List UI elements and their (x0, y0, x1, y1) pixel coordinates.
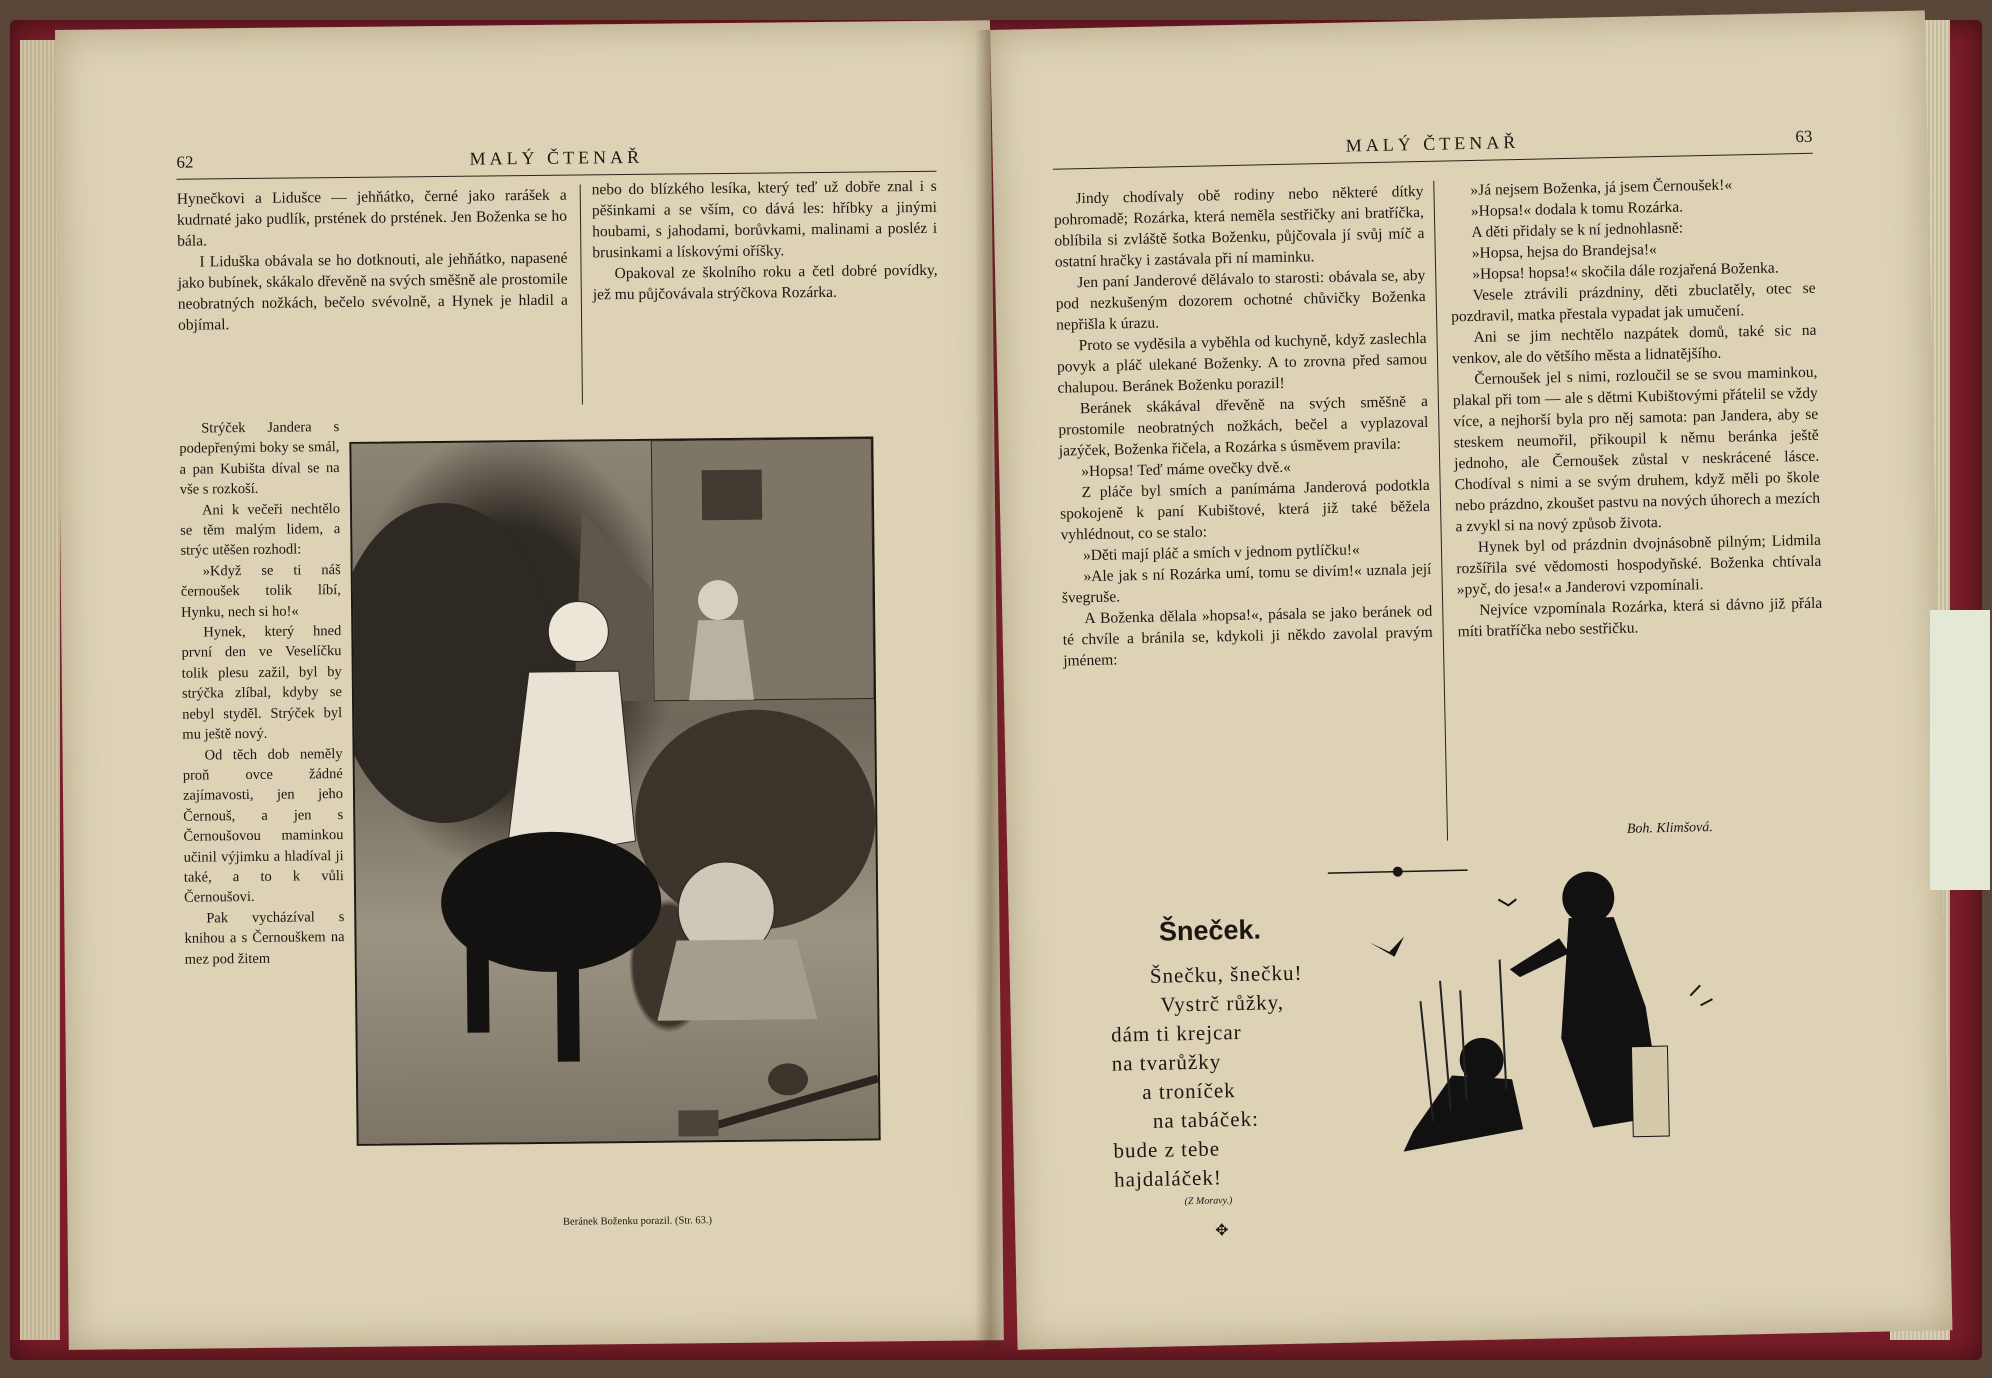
paragraph: »Děti mají pláč a smích v jednom pytlíčku!« (1082, 541, 1360, 565)
page-edges-left (20, 40, 60, 1340)
author-signature: Boh. Klimšová. (1626, 820, 1713, 837)
right-page-header (1052, 113, 1813, 170)
poem-title: Šneček. (1158, 914, 1262, 947)
left-col-b (592, 176, 938, 306)
column-rule (1433, 181, 1448, 841)
paragraph: »Ale jak s ní Rozárka umí, tomu se divím!« uznala její švegruše. (1061, 560, 1432, 607)
poem-body (1100, 959, 1307, 1195)
poem-source: (Z Moravy.) (1184, 1195, 1233, 1208)
right-col-a (1053, 181, 1433, 672)
left-running-title: MALÝ ČTENAŘ (469, 146, 644, 169)
poem-line: na tvarůžky (1111, 1049, 1222, 1076)
silhouette-illustration (1358, 854, 1765, 1222)
paragraph: Jen paní Janderové dělávalo to starosti: obávala se, aby pod nezkušeným dozorem ochotné chůvičky Boženka nepřišla k úrazu. (1055, 266, 1426, 334)
paragraph: »Když se ti náš černoušek tolik líbí, Hynku, nech si ho!« (180, 561, 341, 621)
right-page (990, 10, 1952, 1349)
paragraph: I Liduška obávala se ho dotknouti, ale jehňátko, napasené jako bubínek, skákalo dřevěně na svých směšně ale prostomile neobratných nožkách, bečelo svévolně, a Hynek je hladil a objímal. (177, 249, 568, 334)
paragraph: Proto se vyděsila a vyběhla od kuchyně, když zaslechla povyk a pláč ulekané Boženky. A to zrovna před samou chalupou. Beránek Boženku porazil! (1056, 329, 1428, 397)
paragraph: Vesele ztrávili prázdniny, děti zbuclatěly, otec se pozdravil, matka přestala vypadat jak umučení. (1450, 279, 1816, 326)
paragraph: Ani se jim nechtělo nazpátek domů, také sic na venkov, ale do většího města a lidnatějšího. (1451, 321, 1817, 368)
left-col-a-top (177, 185, 569, 336)
left-page-header (176, 131, 936, 180)
paragraph: »Já nejsem Boženka, já jsem Černoušek!« (1470, 176, 1733, 199)
paragraph: Opakoval ze školního roku a četl dobré povídky, jež mu půjčovávala strýčkova Rozárka. (592, 261, 938, 304)
illustration-lamb-knocks-girl (349, 436, 880, 1145)
poem-line: a troníček (1142, 1078, 1236, 1105)
paragraph: »Hopsa!« dodala k tomu Rozárka. (1470, 198, 1684, 220)
paragraph: »Hopsa! hopsa!« skočila dále rozjařená Boženka. (1472, 259, 1779, 283)
poem-line: Šnečku, šnečku! (1149, 960, 1303, 988)
paragraph: »Hopsa, hejsa do Brandejsa!« (1471, 241, 1658, 262)
poem-line: hajdaláček! (1113, 1165, 1223, 1192)
illustration-caption: Beránek Boženku porazil. (Str. 63.) (562, 1215, 713, 1228)
column-rule (580, 185, 583, 405)
poem-line: Vystrč růžky, (1160, 990, 1285, 1017)
engraving-sketch (351, 438, 878, 1143)
right-running-title: MALÝ ČTENAŘ (1345, 131, 1520, 156)
paragraph: Z pláče byl smích a panímáma Janderová podotkla spokojeně k paní Kubištové, která již také běžela vyhlédnout, co se stalo: (1059, 476, 1431, 544)
paragraph: A Boženka dělala »hopsa!«, pásala se jako beránek od té chvíle a bránila se, kdykoli ji někdo zavolal pravým jménem: (1062, 602, 1433, 670)
left-col-a-narrow (179, 417, 345, 970)
paragraph: Pak vycházíval s knihou a s Černouškem na mez pod žitem (184, 908, 345, 968)
poem-line: bude z tebe (1113, 1136, 1221, 1163)
paragraph: »Hopsa! Teď máme ovečky dvě.« (1081, 458, 1292, 481)
right-page-number: 63 (1795, 126, 1813, 147)
sticky-tab (1930, 610, 1990, 890)
paragraph: Od těch dob neměly proň ovce žádné zajímavosti, jen jeho Černouš, a jen s Černoušovou maminkou učinil výjimku a hladíval ji také, a to k vůli Černoušovi. (182, 745, 344, 907)
poem-line: dám ti krejcar (1110, 1019, 1242, 1047)
paragraph: Ani k večeři nechtělo se těm malým lidem, a strýc utěšen rozhodl: (180, 500, 341, 560)
paragraph: A děti přidaly se k ní jednohlasně: (1471, 219, 1684, 241)
paragraph: Jindy chodívaly obě rodiny nebo některé dítky pohromadě; Rozárka, která neměla sestřičky ani bratříčka, oblíbila si zvláště šotka Boženku, půjčovala jí svůj míč a ostatní hračky i zastávala při ní maminku. (1053, 182, 1425, 271)
paragraph: Hynek byl od prázdnin dvojnásobně pilným; Lidmila rozšířila své vědomosti hospodyňské. Boženka chtívala »pyč, do jesa!« a Janderovi vzpomínali. (1456, 531, 1822, 599)
right-col-b (1448, 173, 1823, 643)
paragraph: nebo do blízkého lesíka, který teď už dobře znal i s pěšinkami a se vším, co dává les: hříbky a jinými houbami, s jahodami, borůvkami, malinami a posléz i brusinkami a lískovými oříšky. (591, 177, 938, 262)
paragraph: Beránek skákával dřevěně na svých směšně a prostomile neobratných nožkách, bečel a vyplazoval jazýček, Boženka řičela, a Rozárka s úsměvem pravila: (1058, 392, 1429, 460)
paragraph: Strýček Jandera s podepřenými boky se smál, a pan Kubišta díval se na vše s rozkoší. (179, 419, 340, 498)
printer-mark-icon: ✥ (1215, 1222, 1229, 1240)
left-page-number: 62 (176, 152, 194, 172)
paragraph: Hynečkovi a Lidušce — jehňátko, černé jako rarášek a kudrnaté jako pudlík, prstének do prstének. Jen Boženka se ho bála. (176, 186, 568, 250)
paragraph: Hynek, který hned první den ve Veselíčku tolik plesu zažil, byl by strýčka zlíbal, kdyby se nebyl styděl. Strýček byl mu ještě nový. (181, 623, 343, 743)
left-page (55, 20, 1004, 1350)
paragraph: Nejvíce vzpomínala Rozárka, která si dávno již přála míti bratříčka nebo sestřičku. (1457, 594, 1823, 641)
paragraph: Černoušek jel s nimi, rozloučil se se svou maminkou, plakal při tom — ale s dětmi Kubištovými přátelil se vždy více, a nejhorší byla pro něj samota: pan Jandera, aby se steskem neumořil, přikoupil k němu beránka ještě jednoho, ale Černoušek zůstal v neskrácené lásce. Chodíval s nimi a se svým druhem, když měli po škole nebo prázdno, zkoušet pastvu na nových úhorech a mezích a zvykl si na nový způsob života. (1452, 363, 1821, 536)
poem-line: na tabáček: (1152, 1106, 1260, 1133)
